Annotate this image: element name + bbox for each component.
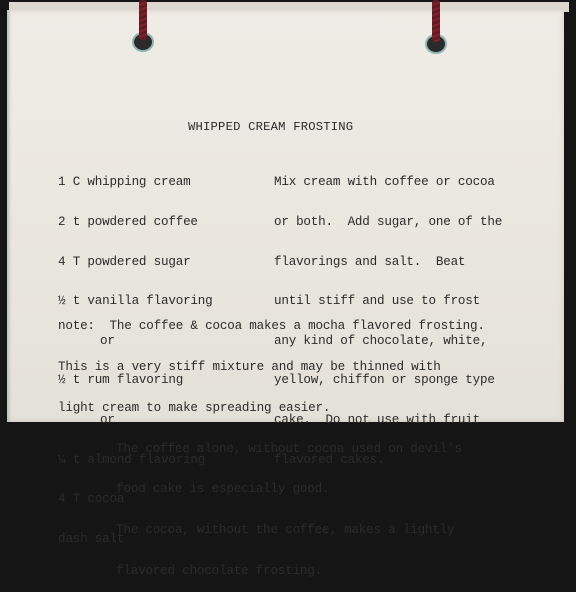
method-line: cake. Do not use with fruit <box>274 412 481 427</box>
note-line: This is a very stiff mixture and may be thinned with <box>58 359 441 374</box>
note-line: The coffee alone, without cocoa used on devil's <box>116 441 462 456</box>
ingredient-line: 4 T cocoa <box>58 492 125 507</box>
method-line: flavorings and salt. Beat <box>274 254 466 269</box>
note-line: note: The coffee & cocoa makes a mocha flavored frosting. <box>58 319 485 334</box>
ingredient-line: 1 C whipping cream <box>58 175 191 190</box>
binding-cord-left <box>139 0 147 40</box>
recipe-title: WHIPPED CREAM FROSTING <box>188 120 354 134</box>
note-line: The cocoa, without the coffee, makes a lightly <box>116 523 455 538</box>
method-line: flavored cakes. <box>274 452 385 467</box>
binding-cord-right <box>432 0 440 42</box>
method-line: any kind of chocolate, white, <box>274 333 488 348</box>
method-line: yellow, chiffon or sponge type <box>274 373 495 388</box>
method-line: Mix cream with coffee or cocoa <box>274 175 495 190</box>
ingredient-line: dash salt <box>58 531 125 546</box>
recipe-note <box>58 293 485 592</box>
note-line: flavored chocolate frosting. <box>116 563 323 578</box>
card-edge-shadow <box>7 10 11 422</box>
ingredient-line: ½ t vanilla flavoring <box>58 294 213 309</box>
note-line: light cream to make spreading easier. <box>58 400 331 415</box>
method-line: until stiff and use to frost <box>274 294 481 309</box>
ingredient-or: or <box>100 333 115 348</box>
ingredient-or: or <box>100 412 115 427</box>
ingredient-line: ¼ t almond flavoring <box>58 452 206 467</box>
ingredient-line: 2 t powdered coffee <box>58 215 198 229</box>
note-line: food cake is especially good. <box>116 482 330 497</box>
method-line: or both. Add sugar, one of the <box>274 215 503 229</box>
ingredient-line: 4 T powdered sugar <box>58 254 191 269</box>
ingredient-line: ½ t rum flavoring <box>58 373 184 388</box>
